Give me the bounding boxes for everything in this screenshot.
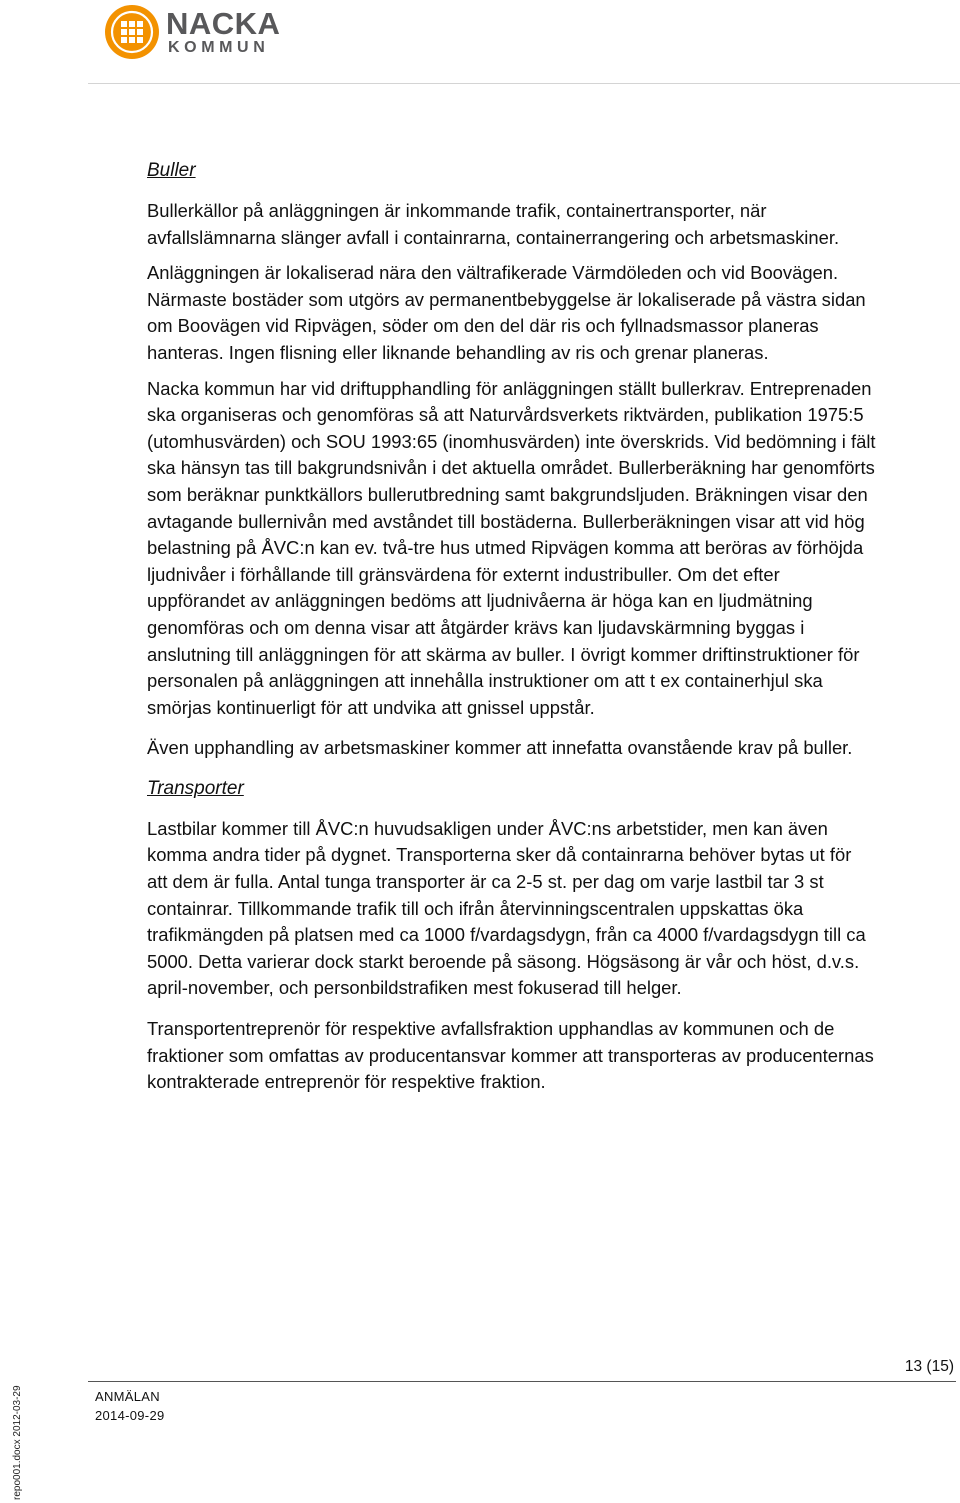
header-divider (88, 83, 960, 84)
text-line: ljudnivåer i förhållande till gränsvärdena för externt industribuller. Om det efter (147, 563, 780, 585)
text-line: som beräknar punktkällors bullerutbredning samt bakgrundsljuden. Bräkningen visar den (147, 483, 868, 505)
paragraph (147, 260, 959, 366)
heading-transporter: Transporter (147, 777, 244, 799)
paragraph (147, 816, 959, 1002)
text-line: hanteras. Ingen flisning eller liknande behandling av ris och grenar planeras. (147, 341, 769, 363)
text-line: Lastbilar kommer till ÅVC:n huvudsakligen under ÅVC:ns arbetstider, men kan även (147, 817, 828, 839)
text-line: att dem är fulla. Antal tunga transporter är ca 2-5 st. per dag om varje lastbil tar 3 st (147, 871, 824, 893)
text-line: Bullerkällor på anläggningen är inkommande trafik, containertransporter, när (147, 200, 767, 221)
footer-document-type: ANMÄLAN (95, 1389, 160, 1404)
text-line: personalen på anläggningen att innehålla instruktioner om att t ex containerhjul ska (147, 670, 823, 692)
document-body (147, 158, 959, 1096)
footer-date: 2014-09-29 (95, 1408, 165, 1423)
text-line: containrar. Tillkommande trafik till och ifrån återvinningscentralen uppskattas öka (147, 897, 804, 919)
nacka-kommun-logo (104, 4, 294, 60)
logo-wordmark-kommun: KOMMUN (168, 39, 270, 56)
text-line: kontrakterade entreprenör för respektive fraktion. (147, 1071, 546, 1093)
template-reference: repo001.docx 2012-03-29 (12, 1385, 23, 1500)
text-line: Nacka kommun har vid driftupphandling för anläggningen ställt bullerkrav. Entreprenaden (147, 377, 872, 399)
text-line: (utomhusvärden) och SOU 1993:65 (inomhusvärden) inte överskrids. Vid bedömning i fält (147, 430, 876, 452)
text-line: genomföras och om denna visar att åtgärder krävs kan ljudavskärmning byggas i (147, 616, 805, 638)
text-line: om Boovägen vid Ripvägen, söder om den del där ris och fyllnadsmassor planeras (147, 315, 819, 337)
text-line: smörjas kontinuerligt för att undvika att gnissel uppstår. (147, 696, 595, 718)
text-line: ska organiseras och genomföras så att Naturvårdsverkets riktvärden, publikation 1975:5 (147, 404, 864, 426)
paragraph (147, 198, 959, 251)
nacka-emblem-icon (104, 4, 160, 60)
text-line: trafikmängden på platsen med ca 1000 f/vardagsdygn, från ca 4000 f/vardagsdygn till ca (147, 924, 866, 946)
text-line: Transportentreprenör för respektive avfallsfraktion upphandlas av kommunen och de (147, 1018, 835, 1040)
text-line: avfallslämnarna slänger avfall i containrarna, containerrangering och arbetsmaskiner. (147, 226, 840, 248)
text-line: avtagande bullernivån med avståndet till bostäderna. Bullerberäkningen visar att vid hög (147, 510, 865, 532)
footer-divider (88, 1381, 956, 1382)
text-line: Anläggningen är lokaliserad nära den vältrafikerade Värmdöleden och vid Boovägen. (147, 262, 839, 284)
text-line: april-november, och personbildstrafiken mest fokuserad till helger. (147, 977, 682, 999)
paragraph (147, 1016, 959, 1096)
text-line: komma andra tider på dygnet. Transporterna sker då containrarna behöver bytas ut för (147, 844, 852, 866)
text-line: Även upphandling av arbetsmaskiner kommer att innefatta ovanstående krav på buller. (147, 737, 853, 759)
text-line: fraktioner som omfattas av producentansvar kommer att transporteras av producenternas (147, 1044, 874, 1066)
text-line: 5000. Detta varierar dock starkt beroende på säsong. Högsäsong är vår och höst, d.v.s. (147, 950, 860, 972)
paragraph (147, 735, 959, 762)
paragraph (147, 376, 959, 722)
page-number: 13 (15) (904, 1358, 954, 1375)
text-line: uppförandet av anläggningen bedöms att ljudnivåerna är höga kan en ljudmätning (147, 590, 813, 612)
text-line: Närmaste bostäder som utgörs av permanentbebyggelse är lokaliserade på västra sidan (147, 288, 866, 310)
text-line: anslutning till anläggningen för att skärma av buller. I övrigt kommer driftinstruktioner för (147, 643, 860, 665)
heading-buller: Buller (147, 160, 196, 181)
text-line: belastning på ÅVC:n kan ev. två-tre hus utmed Ripvägen komma att beröras av förhöjda (147, 537, 864, 559)
text-line: ska hänsyn tas till bakgrundsnivån i det aktuella området. Bullerberäkning har genomförts (147, 457, 875, 479)
logo-wordmark-nacka: NACKA (166, 6, 281, 41)
